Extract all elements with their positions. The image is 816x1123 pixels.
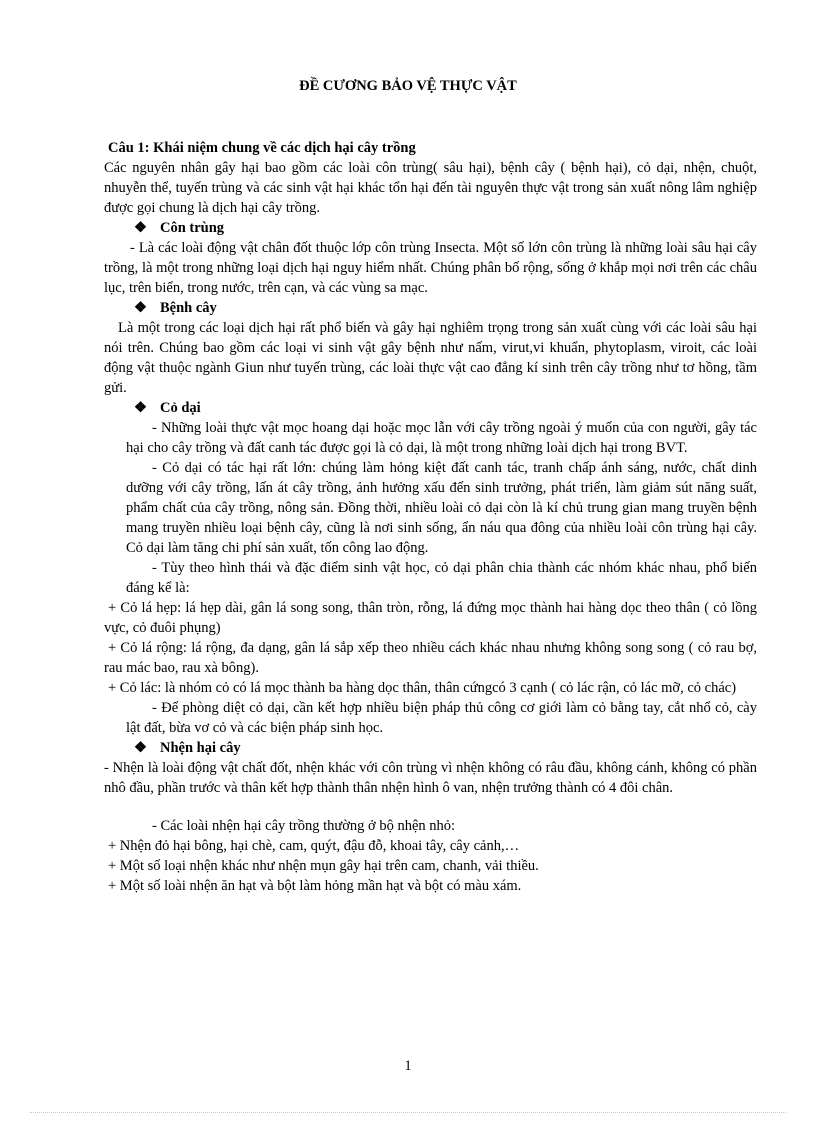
nhen-item-nhen-do: + Nhện đỏ hại bông, hại chè, cam, quýt, đậu đỗ, khoai tây, cây cảnh,… (108, 838, 520, 854)
page-bottom-divider (30, 1112, 786, 1113)
co-dai-paragraph-2: - Cỏ dại có tác hại rất lớn: chúng làm hỏng kiệt đất canh tác, tranh chấp ánh sáng, nước, chất dinh dưỡng với cây trồng, lấn át cây trồng, ảnh hưởng xấu đến sinh trưởng, phát triển, làm giảm sút năng suất, phẩm chất của cây trồng, nông sản. Đồng thời, nhiều loài cỏ dại còn là kí chủ trung gian mang truyền bệnh mang truyền nhiều loại bệnh cây, cũng là nơi sinh sống, ẩn náu qua đông của nhiều loài côn trùng hại cây. Cỏ dại làm tăng chi phí sản xuất, tốn công lao động. (126, 460, 757, 556)
co-dai-paragraph-1: - Những loài thực vật mọc hoang dại hoặc mọc lẫn với cây trồng ngoài ý muốn của con người, gây tác hại cho cây trồng và đất canh tác được gọi là cỏ dại, là một trong những loài dịch hại trong BVT. (126, 420, 757, 456)
bullet-heading-co-dai (104, 398, 757, 418)
co-dai-paragraph-4: - Để phòng diệt cỏ dại, cần kết hợp nhiều biện pháp thủ công cơ giới làm cỏ bằng tay, cắt nhổ cỏ, cày lật đất, bừa vơ cỏ và các biện pháp sinh học. (126, 700, 757, 736)
bullet-heading-benh-cay (104, 298, 757, 318)
bullet-heading-con-trung (104, 218, 757, 238)
diamond-bullet-icon: ❖ (134, 400, 147, 416)
nhen-paragraph-1: - Nhện là loài động vật chất đốt, nhện khác với côn trùng vì nhện không có râu đầu, không cánh, không có phần nhô đầu, phần trước và thân kết hợp thành thân nhện hình ô van, nhện trưởng thành có 4 đôi chân. (104, 760, 757, 796)
section-heading-cau-1: Câu 1: Khái niệm chung về các dịch hại cây trồng (108, 140, 416, 156)
co-dai-paragraph-3: - Tùy theo hình thái và đặc điểm sinh vật học, cỏ dại phân chia thành các nhóm khác nhau, phổ biến đáng kể là: (126, 560, 757, 596)
nhen-paragraph-2: - Các loài nhện hại cây trồng thường ở bộ nhện nhỏ: (152, 818, 456, 834)
page-number: 1 (404, 1058, 412, 1074)
heading-text: Cỏ dại (160, 400, 201, 416)
con-trung-paragraph: - Là các loài động vật chân đốt thuộc lớp côn trùng Insecta. Một số lớn côn trùng là những loài sâu hại cây trồng, là một trong những loại dịch hại nguy hiểm nhất. Chúng phân bố rộng, sống ở khắp mọi nơi trên các châu lục, trên biển, trong nước, trên cạn, và các vùng sa mạc. (104, 240, 757, 296)
document-title: ĐỀ CƯƠNG BẢO VỆ THỰC VẬT (299, 78, 517, 94)
diamond-bullet-icon: ❖ (134, 300, 147, 316)
spacer (104, 798, 757, 816)
diamond-bullet-icon: ❖ (134, 740, 147, 756)
intro-paragraph: Các nguyên nhân gây hại bao gồm các loài côn trùng( sâu hại), bệnh cây ( bệnh hại), cỏ dại, nhện, chuột, nhuyễn thể, tuyến trùng và các sinh vật hại khác tổn hại đến tài nguyên thực vật trong sản xuất nông lâm nghiệp được gọi chung là dịch hại cây trồng. (104, 160, 757, 216)
co-dai-item-co-lac: + Cỏ lác: là nhóm cỏ có lá mọc thành ba hàng dọc thân, thân cứngcó 3 cạnh ( cỏ lác rận, cỏ lác mỡ, cỏ chác) (108, 680, 737, 696)
nhen-item-nhen-mun: + Một số loại nhện khác như nhện mụn gây hại trên cam, chanh, vải thiều. (108, 858, 539, 874)
co-dai-item-la-hep: + Cỏ lá hẹp: lá hẹp dài, gân lá song song, thân tròn, rỗng, lá đứng mọc thành hai hàng dọc theo thân ( cỏ lồng vực, cỏ đuôi phụng) (104, 600, 757, 636)
document-body (104, 138, 757, 896)
co-dai-item-la-rong: + Cỏ lá rộng: lá rộng, đa dạng, gân lá sắp xếp theo nhiều cách khác nhau nhưng không song song ( cỏ rau bợ, rau mác bao, rau xà bông). (104, 640, 757, 676)
benh-cay-paragraph: Là một trong các loại dịch hại rất phổ biến và gây hại nghiêm trọng trong sản xuất cùng với các loài sâu hại nói trên. Chúng bao gồm các loại vi sinh vật gây bệnh như nấm, virut,vi khuẩn, phytoplasm, viroit, các loài động vật thuộc ngành Giun như tuyến trùng, các loài thực vật cao đẳng kí sinh trên cây trồng như tơ hồng, tầm gửi. (104, 320, 757, 396)
heading-text: Bệnh cây (160, 300, 217, 316)
bullet-heading-nhen-hai-cay (104, 738, 757, 758)
diamond-bullet-icon: ❖ (134, 220, 147, 236)
nhen-item-nhen-an-hat: + Một số loài nhện ăn hạt và bột làm hỏng mần hạt và bột có màu xám. (108, 878, 522, 894)
heading-text: Nhện hại cây (160, 740, 241, 756)
heading-text: Côn trùng (160, 220, 225, 236)
